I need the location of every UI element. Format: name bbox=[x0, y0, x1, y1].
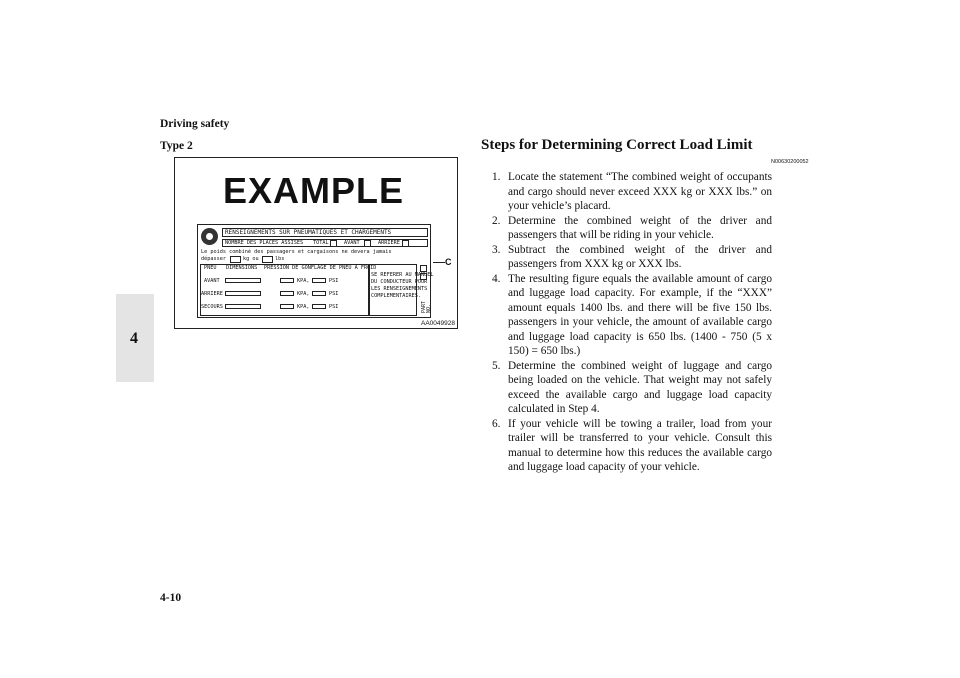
note-line-4: COMPLEMENTAIRES. bbox=[371, 293, 421, 299]
callout-c: C bbox=[445, 257, 452, 267]
list-item bbox=[482, 359, 772, 417]
tire-icon bbox=[201, 228, 218, 245]
rear-psi-box bbox=[312, 291, 326, 296]
row-rear-label: ARRIERE bbox=[201, 291, 223, 297]
step-number: 5. bbox=[492, 359, 501, 372]
section-heading: Steps for Determining Correct Load Limit bbox=[481, 137, 753, 153]
front-psi: PSI bbox=[329, 278, 339, 284]
step-text: The resulting figure equals the available amount of cargo and luggage load capacity. For example, if the “XXX” amount equals 1400 lbs. and there will be five 150 lbs. passengers in your vehicle, the amount of available cargo and luggage load capacity is 650 lbs. (1400 - 750 (5 x 150) = 650 lbs.) bbox=[508, 272, 772, 357]
front-label: AVANT bbox=[344, 240, 360, 246]
spare-kpa-box bbox=[280, 304, 294, 309]
list-item bbox=[482, 272, 772, 359]
note-line-1: SE REFERER AU MANUEL bbox=[371, 272, 434, 278]
kg-or-label: kg ou bbox=[243, 256, 259, 262]
placard-title: RENSEIGNEMENTS SUR PNEUMATIQUES ET CHARGEMENTS bbox=[225, 229, 392, 236]
rear-label: ARRIERE bbox=[378, 240, 400, 246]
kg-box bbox=[230, 256, 241, 263]
exceed-label: dépasser bbox=[201, 256, 226, 262]
pressure-header: PRESSION DE GONFLAGE DE PNEU À FROID bbox=[264, 265, 377, 271]
example-figure bbox=[174, 157, 458, 329]
list-item bbox=[482, 417, 772, 475]
part-number-label: PART NO. bbox=[421, 300, 432, 313]
chapter-number: 4 bbox=[130, 330, 138, 347]
note-line-3: LES RENSEIGNEMENTS bbox=[371, 286, 428, 292]
rear-size-box bbox=[225, 291, 261, 296]
step-text: Locate the statement “The combined weight of occupants and cargo should never exceed XXX kg or XXX lbs.” on your vehicle’s placard. bbox=[508, 171, 772, 212]
step-number: 6. bbox=[492, 417, 501, 430]
list-item bbox=[482, 243, 772, 272]
side-box-2 bbox=[420, 273, 427, 280]
front-kpa: KPA, bbox=[297, 278, 310, 284]
example-heading: EXAMPLE bbox=[223, 170, 405, 211]
step-number: 4. bbox=[492, 272, 501, 285]
callout-line bbox=[433, 262, 445, 263]
lbs-box bbox=[262, 256, 273, 263]
rear-psi: PSI bbox=[329, 291, 339, 297]
list-item bbox=[482, 214, 772, 243]
spare-psi: PSI bbox=[329, 304, 339, 310]
rear-kpa-box bbox=[280, 291, 294, 296]
front-kpa-box bbox=[280, 278, 294, 283]
page-number: 4-10 bbox=[160, 592, 182, 604]
step-text: Determine the combined weight of the driver and passengers that will be riding in your vehicle. bbox=[508, 214, 772, 241]
figure-type-label: Type 2 bbox=[160, 140, 193, 152]
row-spare-label: SECOURS bbox=[201, 304, 223, 310]
rear-kpa: KPA, bbox=[297, 291, 310, 297]
spare-size-box bbox=[225, 304, 261, 309]
front-box bbox=[364, 240, 371, 247]
total-label: TOTAL bbox=[313, 240, 329, 246]
total-box bbox=[330, 240, 337, 247]
row-front-label: AVANT bbox=[204, 278, 220, 284]
document-code: N00630200052 bbox=[771, 159, 809, 165]
step-number: 2. bbox=[492, 214, 501, 227]
spare-kpa: KPA, bbox=[297, 304, 310, 310]
step-text: If your vehicle will be towing a trailer, load from your trailer will be transferred to your vehicle. Consult this manual to determine how this reduces the available cargo and luggage load capacity of your vehicle. bbox=[508, 417, 772, 473]
spare-psi-box bbox=[312, 304, 326, 309]
lbs-label: lbs bbox=[275, 256, 285, 262]
figure-code: AA0049928 bbox=[421, 320, 455, 327]
list-item bbox=[482, 170, 772, 214]
weight-statement: Le poids combiné des passagers et cargaisons ne devera jamais bbox=[201, 249, 392, 255]
note-line-2: DU CONDUCTEUR POUR bbox=[371, 279, 428, 285]
steps-list bbox=[482, 170, 772, 475]
side-box-1 bbox=[420, 265, 427, 272]
step-number: 1. bbox=[492, 171, 501, 183]
section-title: Driving safety bbox=[160, 118, 230, 130]
tire-header: PNEU bbox=[204, 265, 217, 271]
front-size-box bbox=[225, 278, 261, 283]
step-text: Subtract the combined weight of the driver and passengers from XXX kg or XXX lbs. bbox=[508, 243, 772, 270]
size-header: DIMENSIONS bbox=[226, 265, 258, 271]
seating-label: NOMBRE DES PLACES ASSISES bbox=[225, 240, 304, 246]
rear-box bbox=[402, 240, 409, 247]
step-number: 3. bbox=[492, 243, 501, 256]
front-psi-box bbox=[312, 278, 326, 283]
tire-loading-placard bbox=[197, 224, 434, 318]
step-text: Determine the combined weight of luggage and cargo being loaded on the vehicle. That weight may not safely exceed the available cargo and luggage load capacity calculated in Step 4. bbox=[508, 359, 772, 415]
